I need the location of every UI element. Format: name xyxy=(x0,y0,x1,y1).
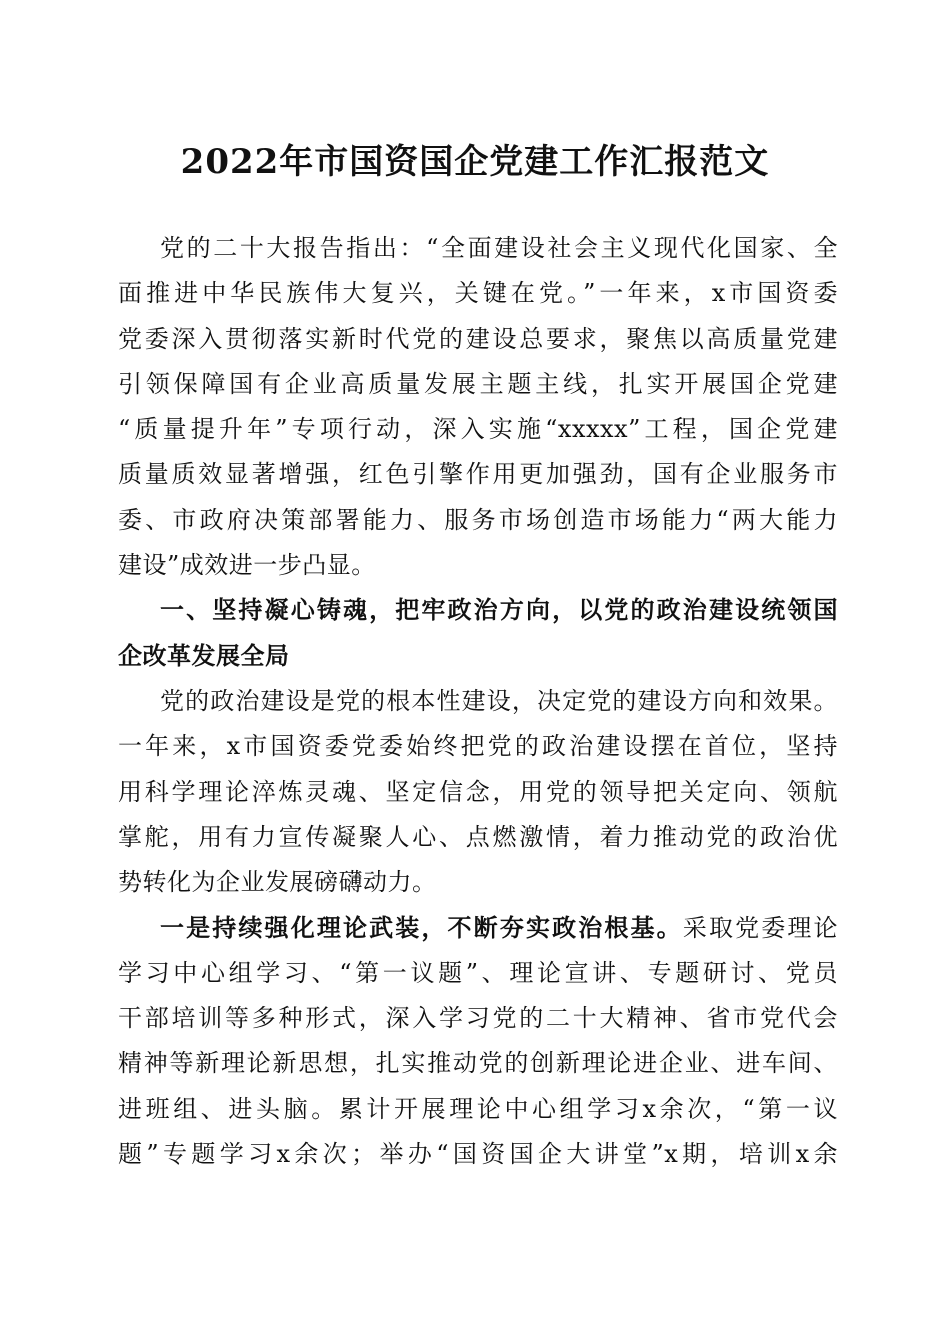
paragraph-line: 势转化为企业发展磅礴动力。 xyxy=(118,868,437,897)
paragraph-line: 党的二十大报告指出：“全面建设社会主义现代化国家、全 xyxy=(160,234,838,262)
paragraph-line: 一年来，x市国资委党委始终把党的政治建设摆在首位，坚持 xyxy=(118,732,838,761)
paragraph-intro xyxy=(118,226,838,588)
section-heading xyxy=(118,588,838,679)
document-body xyxy=(118,226,838,1177)
paragraph-line: 党委深入贯彻落实新时代党的建设总要求，聚焦以高质量党建 xyxy=(118,324,838,353)
heading-line: 一、坚持凝心铸魂，把牢政治方向，以党的政治建设统领国 xyxy=(160,596,838,625)
paragraph-line: 党的政治建设是党的根本性建设，决定党的建设方向和效果。 xyxy=(160,686,838,715)
paragraph-line: 干部培训等多种形式，深入学习党的二十大精神、省市党代会 xyxy=(118,1004,838,1033)
paragraph-line: 质量质效显著增强，红色引擎作用更加强劲，国有企业服务市 xyxy=(118,460,838,489)
paragraph-line: 题”专题学习x余次；举办“国资国企大讲堂”x期，培训x余 xyxy=(118,1139,838,1168)
paragraph-line: 建设”成效进一步凸显。 xyxy=(118,551,376,580)
paragraph-line: “质量提升年”专项行动，深入实施“xxxxx”工程，国企党建 xyxy=(118,415,838,444)
paragraph-line: 用科学理论淬炼灵魂、坚定信念，用党的领导把关定向、领航 xyxy=(118,777,838,806)
paragraph-line: 精神等新理论新思想，扎实推动党的创新理论进企业、进车间、 xyxy=(118,1049,838,1078)
paragraph-lead-sentence: 一是持续强化理论武装，不断夯实政治根基。 xyxy=(160,913,683,943)
document-title: 2022年市国资国企党建工作汇报范文 xyxy=(180,142,770,182)
paragraph-line: 掌舵，用有力宣传凝聚人心、点燃激情，着力推动党的政治优 xyxy=(118,822,838,851)
paragraph-line: 学习中心组学习、“第一议题”、理论宣讲、专题研讨、党员 xyxy=(118,958,838,987)
paragraph-line: 面推进中华民族伟大复兴，关键在党。”一年来，x市国资委 xyxy=(118,279,838,308)
paragraph-political-building xyxy=(118,679,838,905)
paragraph-line: 进班组、进头脑。累计开展理论中心组学习x余次，“第一议 xyxy=(118,1094,838,1123)
heading-line: 企改革发展全局 xyxy=(118,641,290,670)
paragraph-line-rest: 采取党委理论 xyxy=(682,914,839,943)
paragraph-line xyxy=(118,905,838,950)
paragraph-theory-study xyxy=(118,905,838,1177)
paragraph-line: 引领保障国有企业高质量发展主题主线，扎实开展国企党建 xyxy=(118,369,838,398)
paragraph-line: 委、市政府决策部署能力、服务市场创造市场能力“两大能力 xyxy=(118,505,838,534)
